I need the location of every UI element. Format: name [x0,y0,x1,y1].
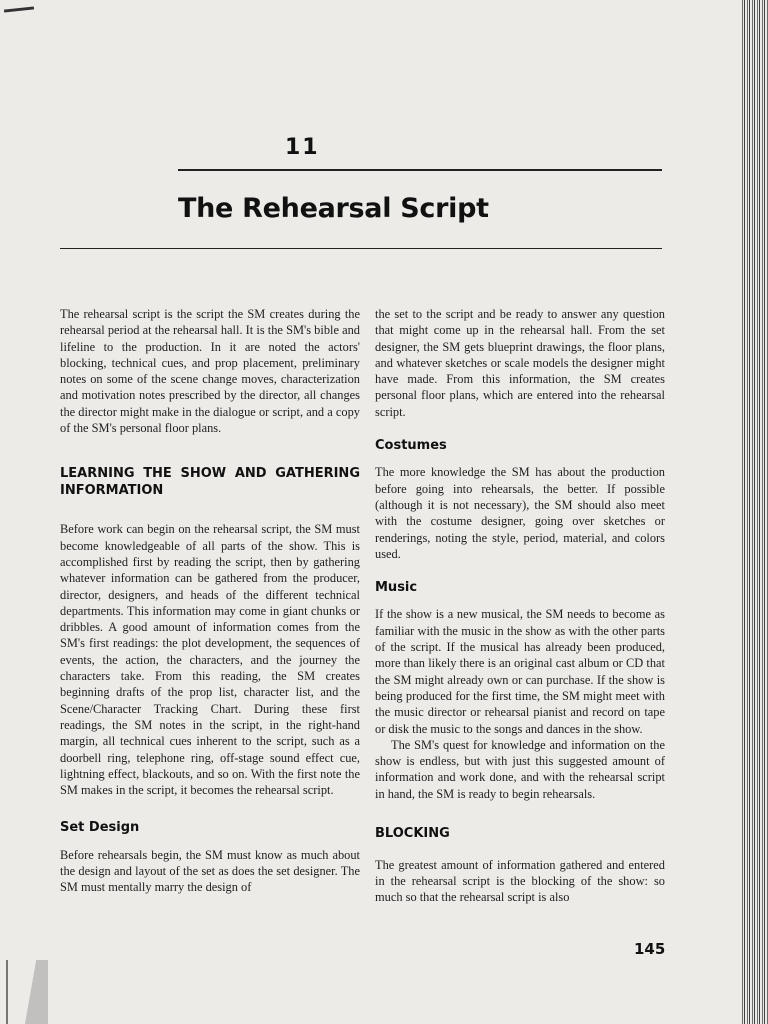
chapter-title: The Rehearsal Script [178,193,489,224]
left-column [60,306,360,896]
costumes-paragraph: The more knowledge the SM has about the production before going into rehearsals, the better. If possible (although it is not necessary), the SM should also meet with the costume designer, going over sketches or renderings, noting the style, period, material, and colors used. [375,465,665,561]
set-design-paragraph: Before rehearsals begin, the SM must know as much about the design and layout of the set as does the set designer. The SM must mentally marry the design of [60,847,360,895]
set-design-continued-paragraph: the set to the script and be ready to answer any question that might come up in the rehearsal hall. From the set designer, the SM gets blueprint drawings, the floor plans, and whatever sketches or scale models the designer might have made. From this information, the SM creates personal floor plans, which are entered into the rehearsal script. [375,307,665,419]
section-heading-blocking: BLOCKING [375,826,450,842]
blocking-paragraph: The greatest amount of information gathered and entered in the rehearsal script is the blocking of the show: so much so that the rehearsal script is also [375,857,665,905]
subheading-set-design: Set Design [60,820,140,836]
chapter-rule-bottom [60,248,662,249]
chapter-rule-top [178,169,662,171]
right-column [375,306,665,905]
learning-paragraph: Before work can begin on the rehearsal script, the SM must become knowledgeable of all parts of the show. This is accomplished first by reading the script, then by gathering whatever information can be gathered from the producer, director, designers, and heads of the different technical departments. This information may come in giant chunks or dribbles. A good amount of information comes from the SM's first readings: the plot development, the sequences of events, the action, the characters, and the journey the characters take. From this reading, the SM creates beginning drafts of the prop list, character list, and the Scene/Character Tracking Chart. During these first readings, the SM notes in the script, in the right-hand margin, all technical cues inherent to the script, such as a doorbell ring, telephone ring, off-stage sound effect cue, lightning effect, blackouts, and so on. With the first note the SM makes in the script, it becomes the rehearsal script. [60,522,360,798]
music-paragraph-2: The SM's quest for knowledge and information on the show is endless, but with just this suggested amount of information and work done, and with the rehearsal script in hand, the SM is ready to begin rehearsals. [375,737,665,801]
intro-paragraph: The rehearsal script is the script the SM creates during the rehearsal period at the rehearsal hall. It is the SM's bible and lifeline to the production. In it are noted the actors' blocking, technical cues, and prop placement, preliminary notes on some of the scene change moves, characterization and motivation notes prescribed by the director, all changes the director might make in the dialogue or script, and a copy of the SM's personal floor plans. [60,307,360,436]
scan-artifact-mark [4,6,34,12]
chapter-number: 11 [285,135,320,160]
page-number: 145 [634,940,666,958]
subheading-costumes: Costumes [375,438,447,454]
music-paragraph-1: If the show is a new musical, the SM needs to become as familiar with the music in the show as with the other parts of the script. If the musical has already been produced, more than likely there is an original cast album or CD that the SM might already own or can purchase. If the show is being produced for the first time, the SM might meet with the music director or rehearsal pianist and record on tape or disk the music to the songs and dances in the show. [375,607,665,736]
scan-edge-corner [6,960,48,1024]
subheading-music: Music [375,580,418,596]
section-heading-learning: LEARNING THE SHOW AND GATHERING INFORMATION [60,466,360,498]
scan-edge-lines [740,0,768,1024]
